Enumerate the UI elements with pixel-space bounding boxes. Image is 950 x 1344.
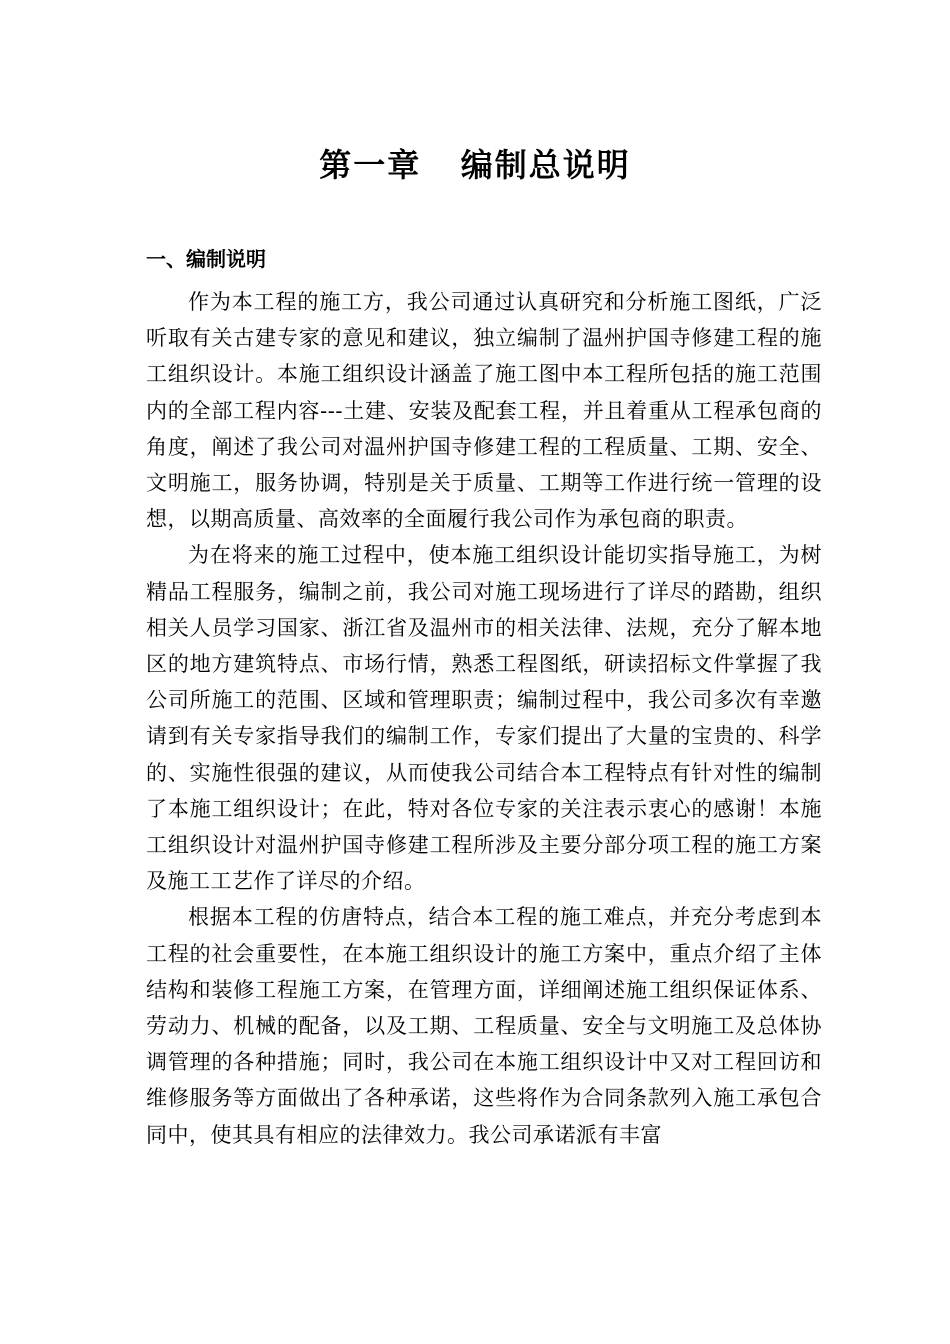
paragraph-3: 根据本工程的仿唐特点，结合本工程的施工难点，并充分考虑到本工程的社会重要性，在本施工组织设计的施工方案中，重点介绍了主体结构和装修工程施工方案，在管理方面，详细阐述施工组织保证体系、劳动力、机械的配备，以及工期、工程质量、安全与文明施工及总体协调管理的各种措施；同时，我公司在本施工组织设计中又对工程回访和维修服务等方面做出了各种承诺，这些将作为合同条款列入施工承包合同中，使其具有相应的法律效力。我公司承诺派有丰富 <box>146 905 822 1147</box>
chapter-title: 第一章 编制总说明 <box>319 146 631 184</box>
paragraph-1: 作为本工程的施工方，我公司通过认真研究和分析施工图纸，广泛听取有关古建专家的意见和建议，独立编制了温州护国寺修建工程的施工组织设计。本施工组织设计涵盖了施工图中本工程所包括的施工范围内的全部工程内容---土建、安装及配套工程，并且着重从工程承包商的角度，阐述了我公司对温州护国寺修建工程的工程质量、工期、安全、文明施工，服务协调，特别是关于质量、工期等工作进行统一管理的设想，以期高质量、高效率的全面履行我公司作为承包商的职责。 <box>146 290 822 532</box>
body-text <box>146 284 822 1153</box>
paragraph-2: 为在将来的施工过程中，使本施工组织设计能切实指导施工，为树精品工程服务，编制之前，我公司对施工现场进行了详尽的踏勘，组织相关人员学习国家、浙江省及温州市的相关法律、法规，充分了解本地区的地方建筑特点、市场行情，熟悉工程图纸，研读招标文件掌握了我公司所施工的范围、区域和管理职责；编制过程中，我公司多次有幸邀请到有关专家指导我们的编制工作，专家们提出了大量的宝贵的、科学的、实施性很强的建议，从而使我公司结合本工程特点有针对性的编制了本施工组织设计；在此，特对各位专家的关注表示衷心的感谢！本施工组织设计对温州护国寺修建工程所涉及主要分部分项工程的施工方案及施工工艺作了详尽的介绍。 <box>146 543 822 894</box>
section-heading: 一、编制说明 <box>146 247 266 271</box>
